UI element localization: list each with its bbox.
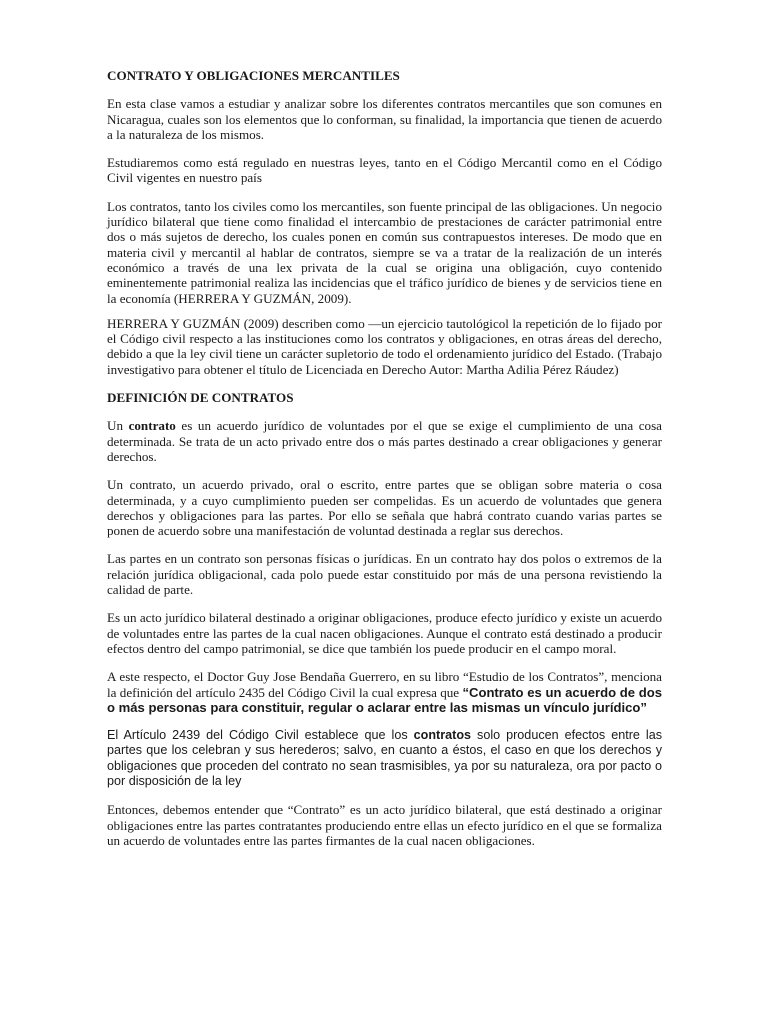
herrera-guzman-paragraph: HERRERA Y GUZMÁN (2009) describen como ―un ejercicio tautológicol la repetición de lo fijado por el Código civil respecto a las instituciones como los contratos y obligaciones, en otras áreas del derecho, debido a que la ley civil tiene un carácter supletorio de todo el ordenamiento jurídico del Estado. (Trabajo investigativo para obtener el título de Licenciada en Derecho Autor: Martha Adilia Pérez Ráudez) [107,315,662,377]
intro-paragraph: En esta clase vamos a estudiar y analizar sobre los diferentes contratos mercantiles que son comunes en Nicaragua, cuales son los elementos que lo conforman, su finalidad, la importancia que tienen de acuerdo a la naturaleza de los mismos. [107,96,662,142]
conclusion-paragraph: Entonces, debemos entender que “Contrato” es un acto jurídico bilateral, que está destinado a originar obligaciones entre las partes contratantes produciendo entre ellas un efecto jurídico en el que se formaliza un acuerdo de voluntades entre las partes firmantes de la cual nacen obligaciones. [107,802,662,848]
private-agreement-paragraph: Un contrato, un acuerdo privado, oral o escrito, entre partes que se obligan sobre materia o cosa determinada, y a cuyo cumplimiento pueden ser compelidas. Es un acuerdo de voluntades que genera derechos y obligaciones para las partes. Por ello se señala que habrá contrato cuando varias partes se ponen de acuerdo sobre una manifestación de voluntad destinada a reglar sus derechos. [107,477,662,539]
section-heading-definicion: DEFINICIÓN DE CONTRATOS [107,390,294,406]
parties-paragraph: Las partes en un contrato son personas físicas o jurídicas. En un contrato hay dos polos o extremos de la relación jurídica obligacional, cada polo puede estar constituido por más de una persona revistiendo la calidad de parte. [107,551,662,598]
contratos-term: contratos [413,728,472,743]
bendana-paragraph [107,669,662,715]
contracts-source-paragraph: Los contratos, tanto los civiles como los mercantiles, son fuente principal de las obligaciones. Un negocio jurídico bilateral que tiene como finalidad el intercambio de prestaciones de carácter patrimonial entre dos o más sujetos de derecho, los cuales ponen en común sus contrapuestos intereses. De modo que en materia civil y mercantil al hablar de contratos, siempre se va a tratar de la realización de un interés económico a través de una lex privata de la cual se origina una obligación, cuyo contenido eminentemente patrimonial realiza las incidencias que el tráfico jurídico de bienes y de servicios tiene en la economía (HERRERA Y GUZMÁN, 2009). [107,198,662,306]
p9-start: A este respecto, el Doctor Guy Jose Bendaña Guerrero, en su libro “Estudio de los Contratos”, menciona la definición del artículo 2435 del Código Civil la cual expresa que [107,669,662,700]
contrato-bold-term: contrato [128,418,176,434]
article-2435-quote: “Contrato es un acuerdo de dos o más personas para constituir, regular o aclarar entre las mismas un vínculo jurídico” [107,684,663,715]
p5-rest: es un acuerdo jurídico de voluntades por el que se exige el cumplimiento de una cosa determinada. Se trata de un acto privado entre dos o más partes destinado a crear obligaciones y generar derechos. [107,418,662,464]
document-page [107,68,662,861]
regulation-paragraph: Estudiaremos como está regulado en nuestras leyes, tanto en el Código Mercantil como en el Código Civil vigentes en nuestro país [107,155,662,186]
p10-start: El Artículo 2439 del Código Civil establece que los [107,728,414,743]
contract-definition-paragraph [107,418,662,464]
bilateral-act-paragraph: Es un acto jurídico bilateral destinado a originar obligaciones, produce efecto jurídico y existe un acuerdo de voluntades entre las partes de la cual nacen obligaciones. Aunque el contrato está destinado a producir efectos dentro del campo patrimonial, se dice que también los puede producir en el campo moral. [107,610,662,656]
document-title: CONTRATO Y OBLIGACIONES MERCANTILES [107,68,400,83]
article-2439-paragraph [107,728,662,789]
p10-rest: solo producen efectos entre las partes que los celebran y sus herederos; salvo, en cuanto a éstos, el caso en que los derechos y obligaciones que proceden del contrato no sean trasmisibles, ya por su naturaleza, ora por pacto o por disposición de la ley [107,728,662,788]
p5-start: Un [107,418,129,434]
